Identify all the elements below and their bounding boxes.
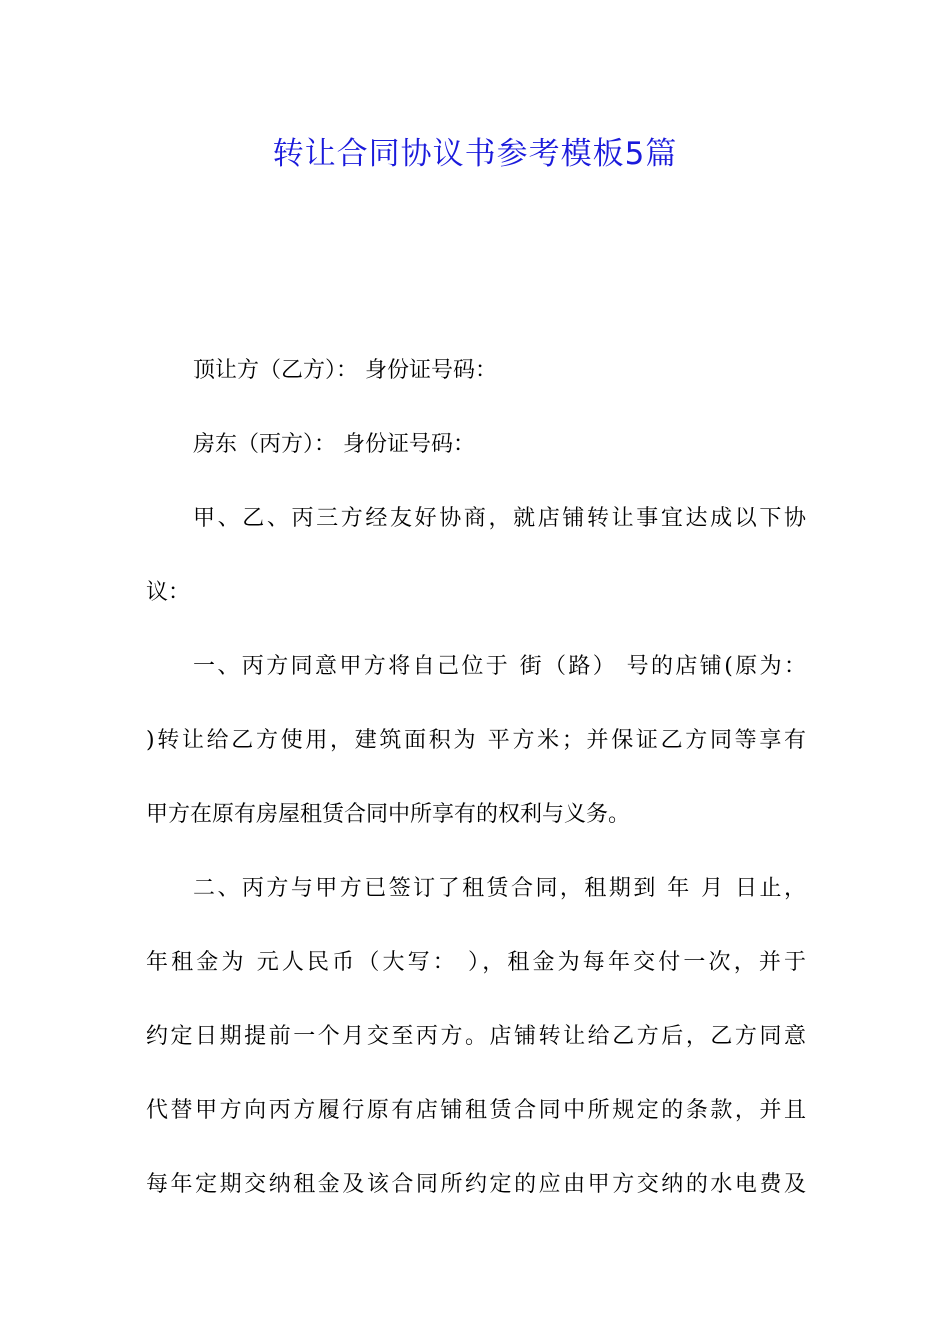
text-line-clause2-2: 年租金为 元人民币（大写： ），租金为每年交付一次，并于 <box>146 950 806 975</box>
document-title: 转让合同协议书参考模板5篇 <box>272 136 678 172</box>
text-line-lessee: 顶让方（乙方）： 身份证号码： <box>193 358 497 383</box>
text-line-landlord: 房东（丙方）： 身份证号码： <box>193 432 475 457</box>
text-line-clause2-1: 二、丙方与甲方已签订了租赁合同，租期到 年 月 日止， <box>193 876 806 901</box>
text-line-clause2-3: 约定日期提前一个月交至丙方。店铺转让给乙方后，乙方同意 <box>146 1024 806 1049</box>
text-line-clause2-5: 每年定期交纳租金及该合同所约定的应由甲方交纳的水电费及 <box>146 1172 806 1197</box>
text-line-clause2-4: 代替甲方向丙方履行原有店铺租赁合同中所规定的条款，并且 <box>146 1098 806 1123</box>
document-body <box>146 334 806 1222</box>
text-line-clause1-3: 甲方在原有房屋租赁合同中所享有的权利与义务。 <box>146 802 631 827</box>
text-line-clause1-2: )转让给乙方使用，建筑面积为 平方米；并保证乙方同等享有 <box>146 728 806 753</box>
text-line-clause1-1: 一、丙方同意甲方将自己位于 街（路） 号的店铺(原为： <box>193 654 806 679</box>
text-line-intro-2: 议： <box>146 580 191 605</box>
text-line-intro-1: 甲、乙、丙三方经友好协商，就店铺转让事宜达成以下协 <box>193 506 806 531</box>
